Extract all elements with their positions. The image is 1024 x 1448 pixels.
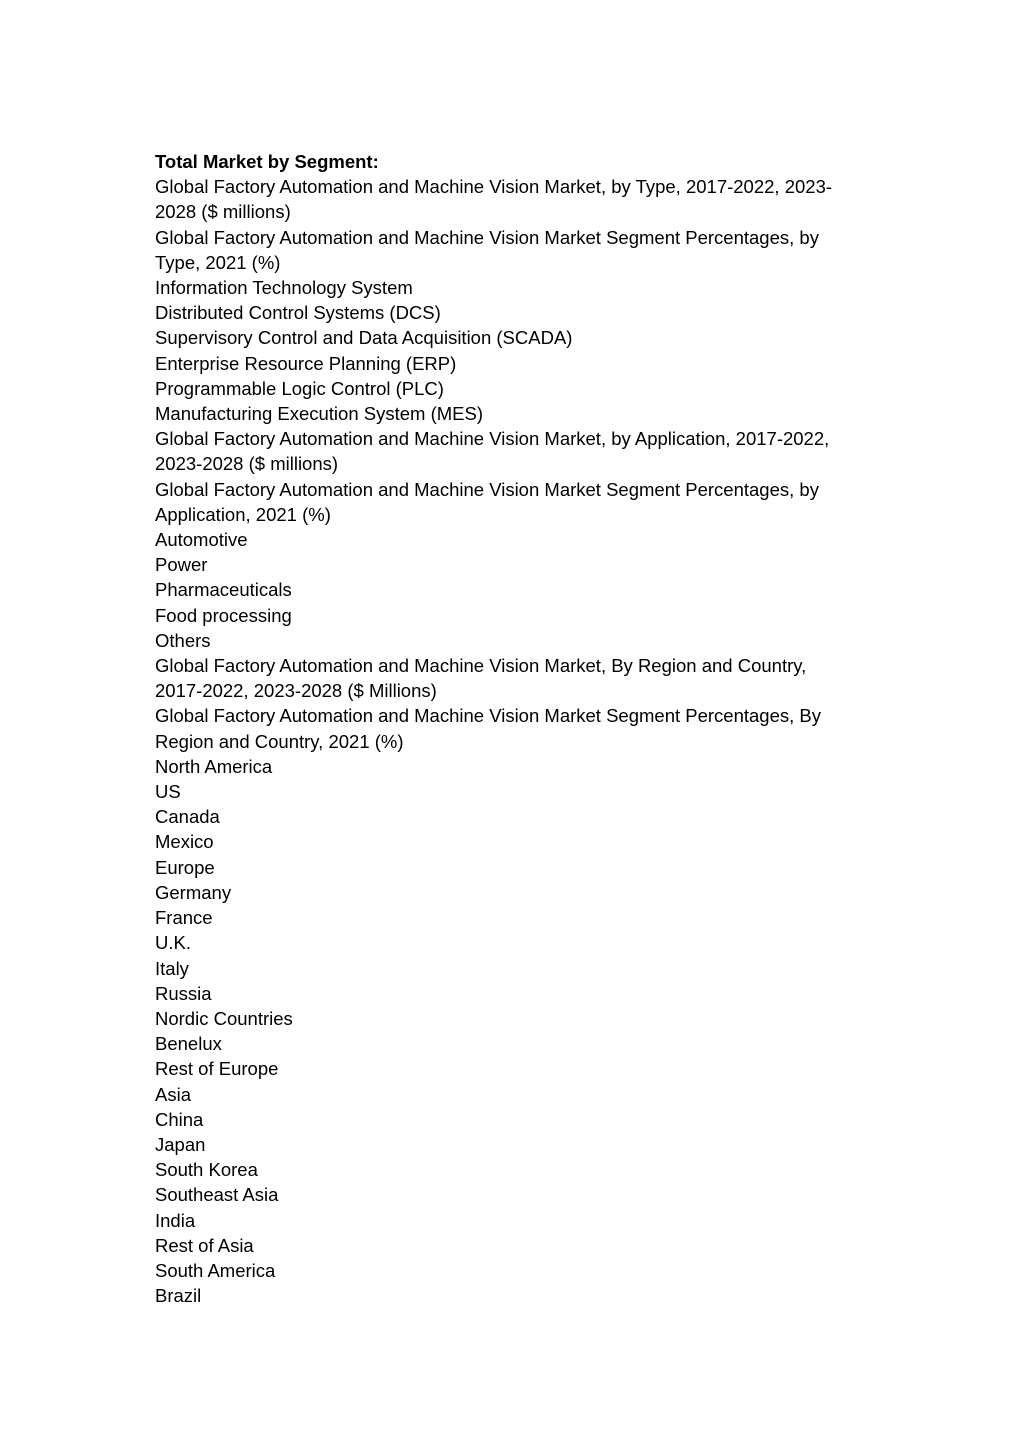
document-line: 2028 ($ millions) bbox=[155, 201, 291, 223]
document-line: South Korea bbox=[155, 1159, 258, 1181]
document-line: India bbox=[155, 1209, 196, 1231]
document-line: U.K. bbox=[155, 932, 191, 954]
document-line: Global Factory Automation and Machine Vision Market, by Application, 2017-2022, bbox=[155, 428, 830, 450]
document-line: Mexico bbox=[155, 831, 214, 853]
document-line: Global Factory Automation and Machine Vision Market Segment Percentages, by bbox=[155, 478, 819, 500]
document-line: Global Factory Automation and Machine Vision Market Segment Percentages, By bbox=[155, 705, 822, 727]
document-line: Russia bbox=[155, 982, 212, 1004]
document-line: Europe bbox=[155, 856, 215, 878]
document-line: Asia bbox=[155, 1083, 191, 1105]
document-line: North America bbox=[155, 755, 273, 777]
document-line: Global Factory Automation and Machine Vision Market Segment Percentages, by bbox=[155, 226, 819, 248]
document-line: Manufacturing Execution System (MES) bbox=[155, 403, 483, 425]
document-line: Type, 2021 (%) bbox=[155, 251, 281, 273]
document-line: Nordic Countries bbox=[155, 1007, 293, 1029]
document-line: Global Factory Automation and Machine Vision Market, By Region and Country, bbox=[155, 655, 807, 677]
document-line: Supervisory Control and Data Acquisition (SCADA) bbox=[155, 327, 573, 349]
document-line: Others bbox=[155, 629, 211, 651]
document-line: Brazil bbox=[155, 1285, 202, 1307]
document-line: Information Technology System bbox=[155, 277, 413, 299]
document-line: Distributed Control Systems (DCS) bbox=[155, 302, 441, 324]
document-body bbox=[155, 174, 855, 1308]
document-line: Rest of Asia bbox=[155, 1234, 254, 1256]
document-line: Power bbox=[155, 554, 208, 576]
document-line: 2023-2028 ($ millions) bbox=[155, 453, 339, 475]
document-line: Benelux bbox=[155, 1033, 222, 1055]
document-line: Food processing bbox=[155, 604, 292, 626]
document-line: Rest of Europe bbox=[155, 1058, 279, 1080]
document-line: Canada bbox=[155, 806, 220, 828]
document-line: Southeast Asia bbox=[155, 1184, 279, 1206]
document-line: Region and Country, 2021 (%) bbox=[155, 730, 404, 752]
document-line: US bbox=[155, 781, 181, 803]
document-line: Programmable Logic Control (PLC) bbox=[155, 377, 444, 399]
document-page bbox=[155, 149, 855, 1308]
document-line: Enterprise Resource Planning (ERP) bbox=[155, 352, 457, 374]
document-line: South America bbox=[155, 1259, 276, 1281]
document-line: 2017-2022, 2023-2028 ($ Millions) bbox=[155, 680, 437, 702]
section-heading: Total Market by Segment: bbox=[155, 151, 379, 172]
document-line: Application, 2021 (%) bbox=[155, 503, 331, 525]
document-line: Japan bbox=[155, 1133, 206, 1155]
document-line: France bbox=[155, 907, 213, 929]
document-line: Pharmaceuticals bbox=[155, 579, 292, 601]
document-line: Italy bbox=[155, 957, 189, 979]
document-line: China bbox=[155, 1108, 204, 1130]
document-line: Germany bbox=[155, 881, 232, 903]
document-line: Global Factory Automation and Machine Vision Market, by Type, 2017-2022, 2023- bbox=[155, 176, 833, 198]
document-line: Automotive bbox=[155, 529, 248, 551]
